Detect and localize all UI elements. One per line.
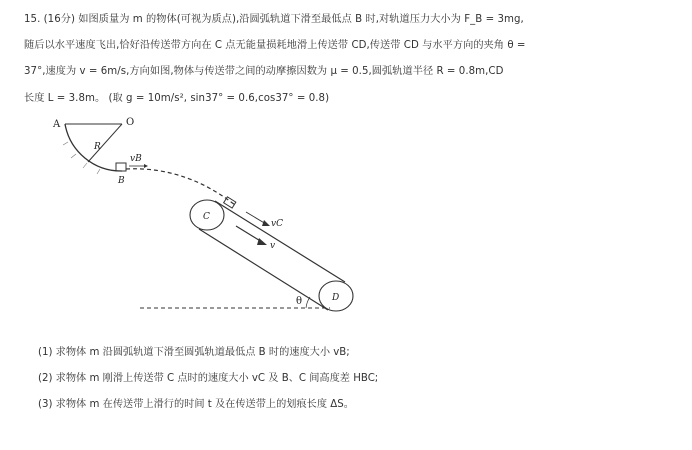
label-B: B (118, 176, 125, 186)
trajectory-dashed (126, 169, 235, 205)
label-theta: θ (296, 296, 303, 307)
problem-line-2: 随后以水平速度飞出,恰好沿传送带方向在 C 点无能量损耗地滑上传送带 CD,传送带 CD 与水平方向的夹角 θ = (24, 40, 526, 51)
problem-line-4: 长度 L = 3.8m。 (取 g = 10m/s², sin37° = 0.6,cos37° = 0.8) (24, 93, 330, 104)
label-vC: vC (271, 219, 283, 229)
physics-figure (40, 112, 370, 322)
question-3: (3) 求物体 m 在传送带上滑行的时间 t 及在传送带上的划痕长度 ΔS。 (38, 399, 354, 410)
belt-top (215, 201, 345, 282)
label-O: O (126, 117, 135, 128)
question-1: (1) 求物体 m 沿圆弧轨道下滑至圆弧轨道最低点 B 时的速度大小 vB; (38, 347, 350, 358)
question-2: (2) 求物体 m 刚滑上传送带 C 点时的速度大小 vC 及 B、C 间高度差 HBC; (38, 373, 379, 384)
conveyor-belt (190, 197, 353, 311)
label-R: R (94, 142, 101, 152)
block-at-B (116, 163, 126, 171)
label-D: D (332, 293, 340, 303)
belt-bottom (199, 229, 328, 310)
label-v: v (270, 241, 276, 251)
label-A: A (53, 119, 61, 130)
problem-line-1: 15. (16分) 如图质量为 m 的物体(可视为质点),沿圆弧轨道下滑至最低点 B 时,对轨道压力大小为 F_B = 3mg, (24, 14, 524, 25)
problem-line-3: 37°,速度为 v = 6m/s,方向如图,物体与传送带之间的动摩擦因数为 μ = 0.5,圆弧轨道半径 R = 0.8m,CD (24, 66, 504, 77)
label-C: C (203, 212, 210, 222)
label-vB: vB (130, 154, 142, 164)
